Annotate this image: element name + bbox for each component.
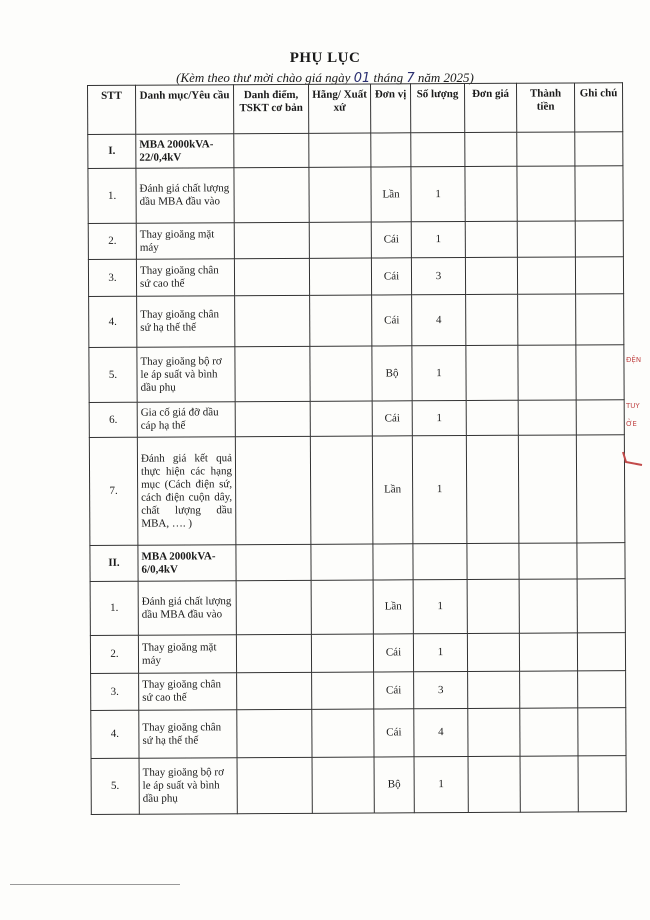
row-unit: Cái — [372, 401, 412, 436]
row-stt: 1. — [90, 581, 138, 635]
table-row — [89, 345, 624, 403]
row-unit: Cái — [371, 222, 411, 258]
row-qty: 4 — [414, 709, 468, 757]
table-row — [89, 400, 624, 438]
col-brand: Hãng/ Xuất xứ — [308, 84, 370, 133]
table-row — [89, 435, 625, 546]
row-qty: 3 — [414, 672, 468, 709]
margin-stamp-fragment: TUY — [626, 402, 640, 410]
row-stt: 2. — [88, 223, 136, 259]
margin-stamp-fragment: ỞE — [626, 420, 637, 428]
section-name: MBA 2000kVA-22/0,4kV — [136, 134, 234, 169]
row-unit: Cái — [371, 258, 411, 295]
row-stt: 2. — [90, 635, 138, 673]
row-qty: 4 — [412, 295, 466, 346]
col-total: Thành tiền — [516, 83, 574, 132]
row-stt: 5. — [89, 347, 137, 402]
section-stt: I. — [88, 134, 136, 168]
row-name: Thay gioăng mặt máy — [136, 223, 234, 260]
row-unit: Lần — [372, 436, 413, 544]
row-stt: 3. — [88, 259, 136, 296]
col-stt: STT — [88, 85, 136, 134]
col-unit: Đơn vị — [370, 84, 410, 133]
row-qty: 1 — [412, 436, 467, 544]
handwritten-month: 7 — [406, 71, 415, 86]
subtitle-month-word: tháng — [370, 70, 407, 85]
margin-stamp-fragment: ĐỆN — [626, 356, 642, 364]
row-name: Đánh giá chất lượng dầu MBA đầu vào — [136, 168, 234, 224]
row-qty: 1 — [414, 757, 468, 813]
header-row — [88, 83, 623, 135]
section-name: MBA 2000kVA-6/0,4kV — [138, 545, 236, 582]
table-row — [90, 633, 625, 674]
col-note: Ghi chú — [574, 83, 622, 132]
section-stt: II. — [90, 545, 138, 581]
row-unit: Cái — [374, 672, 414, 709]
section-row — [88, 132, 623, 169]
table-row — [91, 708, 626, 759]
col-item: Danh mục/Yêu cầu — [136, 85, 234, 135]
handwritten-day: 01 — [353, 71, 371, 86]
row-stt: 6. — [89, 402, 137, 437]
row-name: Thay gioăng chân sứ cao thế — [139, 673, 237, 711]
row-name: Thay gioăng bộ rơ le áp suất và bình dầu phụ — [139, 758, 237, 815]
row-qty: 1 — [411, 222, 465, 258]
table-row — [91, 671, 626, 711]
footer-rule — [10, 884, 180, 885]
row-unit: Bộ — [374, 757, 414, 813]
row-qty: 1 — [412, 346, 466, 401]
row-qty: 1 — [413, 580, 467, 634]
subtitle-suffix: năm 2025) — [414, 70, 474, 85]
row-name: Thay gioăng chân sứ hạ thế thế — [137, 296, 235, 348]
row-qty: 1 — [411, 167, 465, 222]
row-name: Thay gioăng mặt máy — [138, 635, 236, 674]
subtitle-prefix: (Kèm theo thư mời chào giá ngày — [176, 70, 354, 85]
row-name: Thay gioăng chân sứ hạ thế thế — [139, 710, 237, 759]
row-unit: Lần — [373, 580, 413, 634]
row-name: Thay gioăng chân sứ cao thế — [136, 259, 234, 297]
section-row — [90, 543, 625, 582]
table-row — [89, 294, 624, 348]
margin-stamp-mark — [620, 448, 644, 468]
row-unit: Lần — [371, 167, 411, 222]
row-stt: 5. — [91, 758, 139, 814]
row-unit: Bộ — [372, 346, 412, 401]
row-unit: Cái — [374, 709, 414, 757]
row-stt: 4. — [91, 710, 139, 758]
table-row — [88, 166, 623, 224]
row-name: Gia cố giá đỡ dầu cáp hạ thế — [137, 402, 235, 438]
row-qty: 3 — [411, 258, 465, 295]
row-stt: 7. — [89, 437, 138, 545]
table-row — [88, 257, 623, 297]
row-stt: 3. — [91, 673, 139, 710]
table-row — [88, 221, 623, 260]
row-stt: 4. — [89, 296, 137, 347]
appendix-table — [87, 82, 627, 815]
page-title: PHỤ LỤC — [289, 50, 361, 66]
row-qty: 1 — [412, 401, 466, 436]
row-name: Đánh giá kết quả thực hiện các hạng mục (Cách điện sứ, cách điện cuộn dây, chất lượng dầu MBA, …. ) — [137, 437, 236, 546]
row-name: Đánh giá chất lượng dầu MBA đầu vào — [138, 581, 236, 636]
row-unit: Cái — [373, 634, 413, 672]
col-spec: Danh điểm, TSKT cơ bản — [234, 84, 309, 133]
col-qty: Số lượng — [410, 84, 464, 133]
col-price: Đơn giá — [464, 83, 516, 132]
row-qty: 1 — [413, 634, 467, 672]
row-stt: 1. — [88, 168, 136, 223]
row-name: Thay gioăng bộ rơ le áp suất và bình dầu phụ — [137, 347, 235, 403]
table-row — [90, 579, 625, 636]
table-row — [91, 756, 626, 815]
row-unit: Cái — [372, 295, 412, 346]
